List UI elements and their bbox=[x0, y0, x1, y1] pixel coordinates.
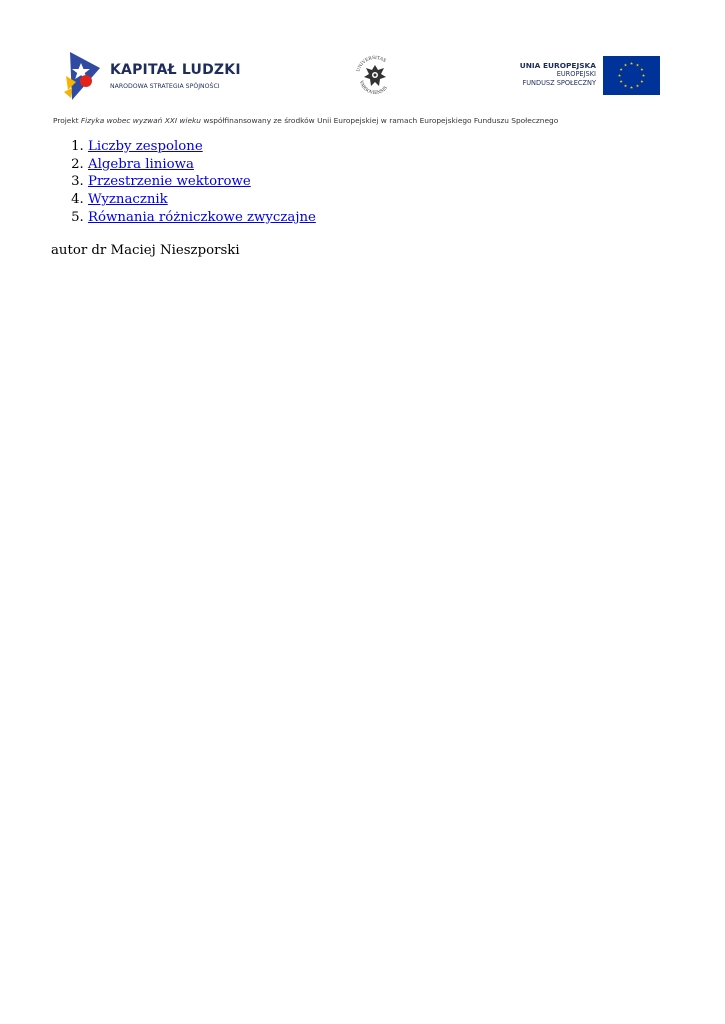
svg-text:UNIVERSITAS: UNIVERSITAS bbox=[356, 55, 387, 73]
eu-line-european: EUROPEJSKI bbox=[556, 70, 596, 78]
link-algebra-liniowa[interactable]: Algebra liniowa bbox=[88, 156, 194, 172]
author-line: autor dr Maciej Nieszporski bbox=[51, 242, 240, 258]
list-item bbox=[88, 173, 316, 191]
list-item bbox=[88, 209, 316, 227]
eu-line-union: UNIA EUROPEJSKA bbox=[519, 61, 596, 70]
caption-prefix: Projekt bbox=[53, 116, 81, 125]
link-rownania-rozniczkowe[interactable]: Równania różniczkowe zwyczajne bbox=[88, 209, 316, 225]
project-caption bbox=[53, 116, 558, 125]
kapital-ludzki-subtitle: NARODOWA STRATEGIA SPÓJNOŚCI bbox=[110, 83, 220, 90]
svg-text:VARSOVIENSIS: VARSOVIENSIS bbox=[358, 80, 389, 97]
caption-project-title: Fizyka wobec wyzwań XXI wieku bbox=[80, 116, 201, 125]
caption-suffix: współfinansowany ze środków Unii Europejskiej w ramach Europejskiego Funduszu Społecznego bbox=[200, 116, 559, 125]
topic-list bbox=[51, 138, 316, 227]
list-item bbox=[88, 156, 316, 174]
link-liczby-zespolone[interactable]: Liczby zespolone bbox=[88, 139, 203, 154]
kapital-ludzki-title: KAPITAŁ LUDZKI bbox=[110, 62, 241, 78]
list-item bbox=[88, 138, 316, 156]
university-seal-icon bbox=[353, 53, 397, 99]
list-item bbox=[88, 191, 316, 209]
eu-line-fund: FUNDUSZ SPOŁECZNY bbox=[522, 79, 596, 87]
kapital-ludzki-logo bbox=[64, 48, 241, 103]
link-wyznacznik[interactable]: Wyznacznik bbox=[88, 192, 168, 208]
link-przestrzenie-wektorowe[interactable]: Przestrzenie wektorowe bbox=[88, 174, 251, 190]
kapital-ludzki-star-icon bbox=[64, 48, 104, 103]
eu-flag-icon bbox=[603, 56, 660, 95]
eu-fund-text bbox=[520, 61, 596, 88]
header-banner bbox=[50, 40, 675, 130]
eu-logo-block bbox=[400, 56, 660, 96]
main-content bbox=[51, 138, 316, 259]
